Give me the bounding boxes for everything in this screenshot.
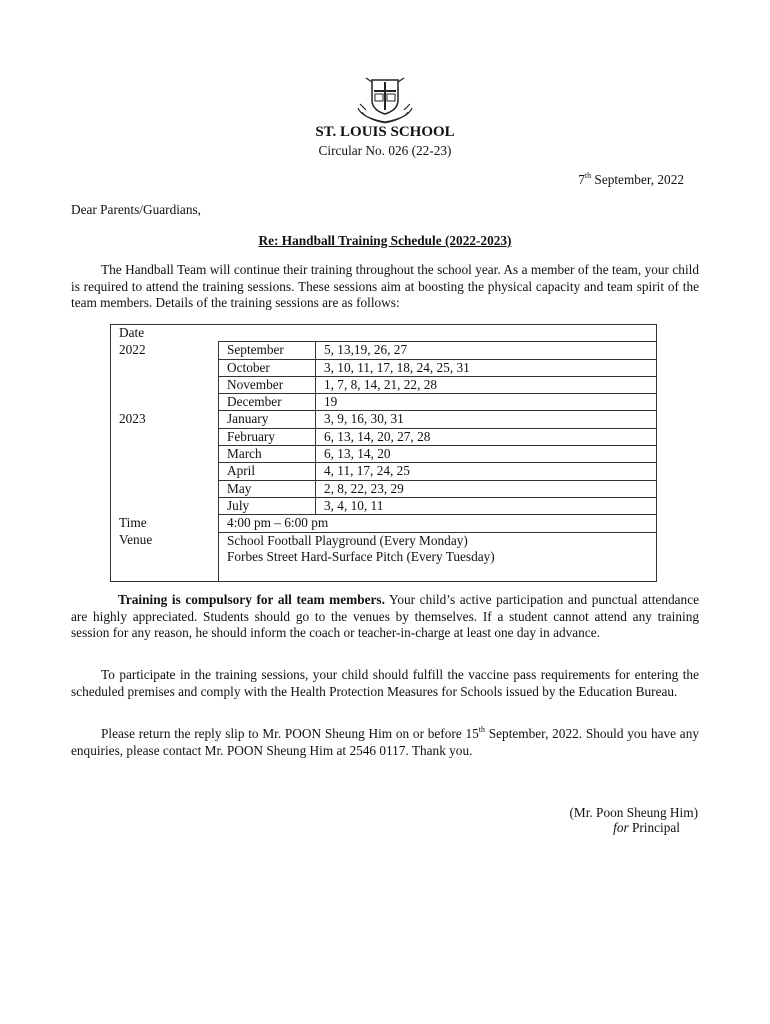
table-row xyxy=(111,565,657,582)
days-cell: 3, 9, 16, 30, 31 xyxy=(316,411,657,428)
year-2023: 2023 xyxy=(111,411,219,428)
days-cell: 2, 8, 22, 23, 29 xyxy=(316,480,657,497)
table-row xyxy=(111,549,657,565)
days-cell: 3, 10, 11, 17, 18, 24, 25, 31 xyxy=(316,359,657,376)
table-row xyxy=(111,342,657,359)
month-cell: February xyxy=(219,428,316,445)
month-cell: December xyxy=(219,394,316,411)
days-cell: 1, 7, 8, 14, 21, 22, 28 xyxy=(316,376,657,393)
table-row xyxy=(111,376,657,393)
circular-date: 7th September, 2022 xyxy=(578,170,684,187)
month-cell: July xyxy=(219,497,316,514)
year-2022: 2022 xyxy=(111,342,219,359)
days-cell: 19 xyxy=(316,394,657,411)
days-cell: 6, 13, 14, 20, 27, 28 xyxy=(316,428,657,445)
table-row xyxy=(111,515,657,532)
month-cell: January xyxy=(219,411,316,428)
table-row xyxy=(111,394,657,411)
table-row xyxy=(111,480,657,497)
greeting: Dear Parents/Guardians, xyxy=(71,202,201,217)
venue-1: School Football Playground (Every Monday) xyxy=(219,532,657,549)
table-row xyxy=(111,446,657,463)
school-crest-logo xyxy=(352,74,418,126)
table-row xyxy=(111,497,657,514)
table-row xyxy=(111,325,657,342)
subject-heading: Re: Handball Training Schedule (2022-2023) xyxy=(258,233,512,248)
days-cell: 4, 11, 17, 24, 25 xyxy=(316,463,657,480)
school-name: ST. LOUIS SCHOOL xyxy=(315,124,455,140)
days-cell: 5, 13,19, 26, 27 xyxy=(316,342,657,359)
circular-number: Circular No. 026 (22-23) xyxy=(318,143,452,158)
intro-paragraph: The Handball Team will continue their training throughout the school year. As a member of the team, your child is required to attend the training sessions. These sessions aim at boosting the physical capacity and team spirit of the team members. Details of the training sessions are as follows: xyxy=(71,262,699,311)
signatory-name: (Mr. Poon Sheung Him) xyxy=(569,805,698,820)
month-cell: March xyxy=(219,446,316,463)
month-cell: May xyxy=(219,480,316,497)
training-schedule-table xyxy=(110,324,657,582)
signatory-title: for Principal xyxy=(613,820,680,835)
month-cell: November xyxy=(219,376,316,393)
venue-2: Forbes Street Hard-Surface Pitch (Every Tuesday) xyxy=(219,549,657,565)
vaccine-paragraph: To participate in the training sessions, your child should fulfill the vaccine pass requirements for entering the scheduled premises and comply with the Health Protection Measures for Schools issued by the Education Bureau. xyxy=(71,667,699,699)
time-value: 4:00 pm – 6:00 pm xyxy=(219,515,657,532)
month-cell: October xyxy=(219,359,316,376)
days-cell: 3, 4, 10, 11 xyxy=(316,497,657,514)
table-row xyxy=(111,359,657,376)
days-cell: 6, 13, 14, 20 xyxy=(316,446,657,463)
table-row xyxy=(111,411,657,428)
time-label: Time xyxy=(111,515,219,532)
date-label: Date xyxy=(111,325,219,342)
table-row xyxy=(111,532,657,549)
month-cell: April xyxy=(219,463,316,480)
month-cell: September xyxy=(219,342,316,359)
venue-label: Venue xyxy=(111,532,219,549)
table-row xyxy=(111,428,657,445)
reply-paragraph: Please return the reply slip to Mr. POON Sheung Him on or before 15th September, 2022. Should you have any enquiries, please contact Mr. POON Sheung Him at 2546 0117. Thank you. xyxy=(71,724,699,758)
table-row xyxy=(111,463,657,480)
compulsory-notice: Training is compulsory for all team members. xyxy=(118,592,385,607)
compulsory-paragraph: Training is compulsory for all team members. Your child’s active participation and punctual attendance are highly appreciated. Students should go to the venues by themselves. If a student cannot attend any training session for any reason, he should inform the coach or teacher-in-charge at least one day in advance. xyxy=(71,592,699,641)
